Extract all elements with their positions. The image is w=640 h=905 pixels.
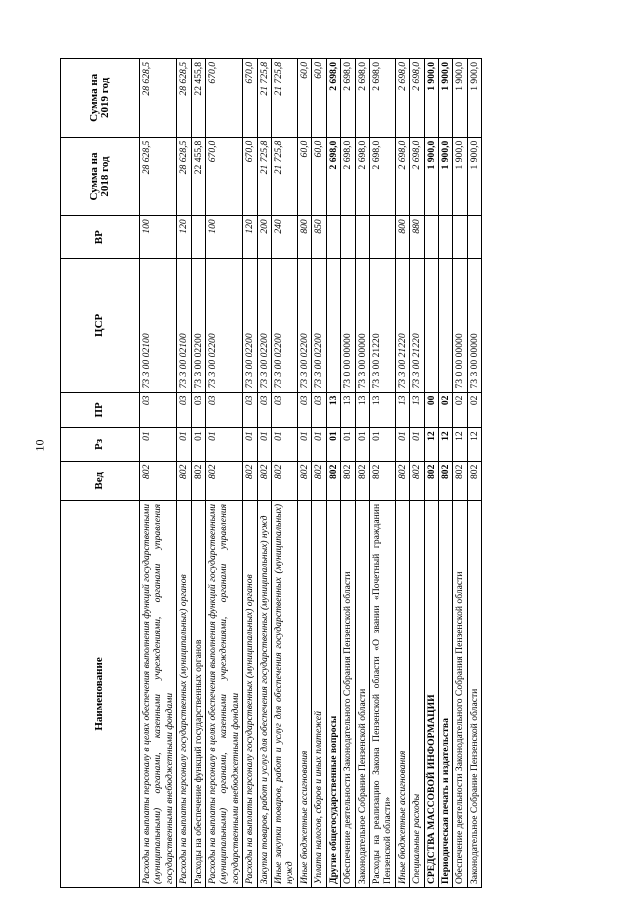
row-sum-2019-cell: 1 900,0 (424, 59, 438, 138)
row-sum-2019-cell: 670,0 (206, 59, 243, 138)
row-sum-2019-cell: 21 725,8 (272, 59, 298, 138)
table-row (424, 59, 438, 888)
row-name-cell: Специальные расходы (410, 500, 424, 887)
table-row (410, 59, 424, 888)
row-rz-cell: 12 (467, 428, 481, 461)
row-pr-cell: 03 (243, 392, 257, 428)
row-csr-cell: 73 3 00 02100 (177, 259, 191, 392)
table-row (467, 59, 481, 888)
row-csr-cell: 73 3 00 02200 (206, 259, 243, 392)
row-vr-cell (467, 216, 481, 259)
row-sum-2019-cell: 60,0 (297, 59, 311, 138)
row-name-cell: Расходы на обеспечение функций государственных органов (191, 500, 205, 887)
row-ved-cell: 802 (312, 461, 326, 500)
table-row (297, 59, 311, 888)
row-pr-cell: 13 (410, 392, 424, 428)
row-csr-cell: 73 3 00 02200 (297, 259, 311, 392)
row-rz-cell: 01 (272, 428, 298, 461)
row-sum-2018-cell: 2 698,0 (410, 137, 424, 216)
row-sum-2019-cell: 1 900,0 (453, 59, 467, 138)
row-vr-cell: 800 (395, 216, 409, 259)
row-name-cell: Расходы на выплаты персоналу в целях обеспечения выполнения функций государственными (муниципальными) органами, казенными учреждениями, органами управления государственными внебюджетными фондами (206, 500, 243, 887)
row-csr-cell: 73 3 00 02200 (191, 259, 205, 392)
row-sum-2019-cell: 2 698,0 (326, 59, 340, 138)
table-row (369, 59, 395, 888)
row-name-cell: Законодательное Собрание Пензенской области (467, 500, 481, 887)
row-sum-2019-cell: 2 698,0 (369, 59, 395, 138)
header-sum-2019: Сумма на 2019 год (61, 59, 140, 138)
row-rz-cell: 01 (257, 428, 271, 461)
table-body (140, 59, 482, 888)
row-sum-2018-cell: 28 628,5 (140, 137, 177, 216)
table-row (355, 59, 369, 888)
row-csr-cell: 73 3 00 02200 (243, 259, 257, 392)
row-pr-cell: 02 (453, 392, 467, 428)
row-name-cell: СРЕДСТВА МАССОВОЙ ИНФОРМАЦИИ (424, 500, 438, 887)
table-header-row (61, 59, 140, 888)
row-vr-cell (453, 216, 467, 259)
row-vr-cell: 240 (272, 216, 298, 259)
row-rz-cell: 01 (355, 428, 369, 461)
row-ved-cell: 802 (341, 461, 355, 500)
row-ved-cell: 802 (424, 461, 438, 500)
row-pr-cell: 02 (467, 392, 481, 428)
row-ved-cell: 802 (369, 461, 395, 500)
row-sum-2019-cell: 28 628,5 (140, 59, 177, 138)
header-pr: ПР (61, 392, 140, 428)
rotated-table-container (60, 58, 600, 888)
table-row (395, 59, 409, 888)
row-sum-2018-cell: 1 900,0 (467, 137, 481, 216)
row-ved-cell: 802 (467, 461, 481, 500)
row-pr-cell: 00 (424, 392, 438, 428)
row-rz-cell: 01 (140, 428, 177, 461)
table-row (312, 59, 326, 888)
table-row (438, 59, 452, 888)
row-rz-cell: 01 (326, 428, 340, 461)
row-rz-cell: 01 (206, 428, 243, 461)
row-pr-cell: 13 (326, 392, 340, 428)
row-sum-2018-cell: 22 455,8 (191, 137, 205, 216)
row-csr-cell: 73 3 00 02200 (272, 259, 298, 392)
row-ved-cell: 802 (191, 461, 205, 500)
row-name-cell: Расходы на выплаты персоналу в целях обеспечения выполнения функций государственными (муниципальными) органами, казенными учреждениями, органами управления государственными внебюджетными фондами (140, 500, 177, 887)
row-vr-cell (424, 216, 438, 259)
row-rz-cell: 01 (410, 428, 424, 461)
page-number: 10 (32, 439, 47, 452)
row-vr-cell: 200 (257, 216, 271, 259)
header-csr: ЦСР (61, 259, 140, 392)
row-sum-2018-cell: 1 900,0 (453, 137, 467, 216)
row-ved-cell: 802 (206, 461, 243, 500)
row-ved-cell: 802 (326, 461, 340, 500)
row-rz-cell: 12 (424, 428, 438, 461)
row-pr-cell: 03 (297, 392, 311, 428)
row-sum-2018-cell: 670,0 (243, 137, 257, 216)
row-sum-2019-cell: 670,0 (243, 59, 257, 138)
row-sum-2018-cell: 2 698,0 (369, 137, 395, 216)
row-pr-cell: 03 (206, 392, 243, 428)
row-ved-cell: 802 (177, 461, 191, 500)
row-name-cell: Иные бюджетные ассигнования (297, 500, 311, 887)
row-pr-cell: 13 (341, 392, 355, 428)
row-sum-2018-cell: 21 725,8 (257, 137, 271, 216)
row-ved-cell: 802 (272, 461, 298, 500)
row-sum-2019-cell: 2 698,0 (341, 59, 355, 138)
row-rz-cell: 12 (438, 428, 452, 461)
row-vr-cell (355, 216, 369, 259)
row-vr-cell (438, 216, 452, 259)
row-sum-2019-cell: 28 628,5 (177, 59, 191, 138)
row-csr-cell (424, 259, 438, 392)
row-sum-2018-cell: 2 698,0 (341, 137, 355, 216)
row-csr-cell: 73 3 00 21220 (369, 259, 395, 392)
row-rz-cell: 01 (341, 428, 355, 461)
row-sum-2019-cell: 60,0 (312, 59, 326, 138)
row-csr-cell: 73 0 00 00000 (453, 259, 467, 392)
row-rz-cell: 01 (312, 428, 326, 461)
table-row (341, 59, 355, 888)
row-sum-2018-cell: 28 628,5 (177, 137, 191, 216)
row-rz-cell: 01 (191, 428, 205, 461)
row-name-cell: Уплата налогов, сборов и иных платежей (312, 500, 326, 887)
table-row (243, 59, 257, 888)
row-pr-cell: 02 (438, 392, 452, 428)
row-ved-cell: 802 (453, 461, 467, 500)
row-vr-cell (326, 216, 340, 259)
row-pr-cell: 03 (177, 392, 191, 428)
row-ved-cell: 802 (140, 461, 177, 500)
row-pr-cell: 03 (257, 392, 271, 428)
row-name-cell: Иные бюджетные ассигнования (395, 500, 409, 887)
table-row (177, 59, 191, 888)
row-pr-cell: 03 (272, 392, 298, 428)
row-sum-2018-cell: 60,0 (297, 137, 311, 216)
header-sum-2018: Сумма на 2018 год (61, 137, 140, 216)
table-row (272, 59, 298, 888)
row-name-cell: Периодическая печать и издательства (438, 500, 452, 887)
row-ved-cell: 802 (395, 461, 409, 500)
row-vr-cell (341, 216, 355, 259)
row-csr-cell: 73 0 00 00000 (341, 259, 355, 392)
row-rz-cell: 01 (395, 428, 409, 461)
table-row (257, 59, 271, 888)
row-csr-cell: 73 3 00 02200 (312, 259, 326, 392)
row-vr-cell: 880 (410, 216, 424, 259)
row-vr-cell: 800 (297, 216, 311, 259)
header-rz: Рз (61, 428, 140, 461)
table-row (206, 59, 243, 888)
row-sum-2019-cell: 1 900,0 (467, 59, 481, 138)
row-pr-cell: 03 (140, 392, 177, 428)
row-name-cell: Законодательное Собрание Пензенской области (355, 500, 369, 887)
row-name-cell: Обеспечение деятельности Законодательного Собрания Пензенской области (341, 500, 355, 887)
row-sum-2019-cell: 22 455,8 (191, 59, 205, 138)
row-pr-cell: 13 (369, 392, 395, 428)
row-pr-cell: 13 (395, 392, 409, 428)
table-row (140, 59, 177, 888)
header-vr: ВР (61, 216, 140, 259)
row-name-cell: Закупка товаров, работ и услуг для обеспечения государственных (муниципальных) нужд (257, 500, 271, 887)
row-rz-cell: 01 (297, 428, 311, 461)
header-ved: Вед (61, 461, 140, 500)
row-sum-2019-cell: 2 698,0 (355, 59, 369, 138)
row-sum-2018-cell: 1 900,0 (438, 137, 452, 216)
row-sum-2018-cell: 2 698,0 (355, 137, 369, 216)
row-vr-cell (369, 216, 395, 259)
table-row (326, 59, 340, 888)
row-sum-2018-cell: 1 900,0 (424, 137, 438, 216)
row-vr-cell (191, 216, 205, 259)
row-sum-2018-cell: 60,0 (312, 137, 326, 216)
row-pr-cell: 03 (191, 392, 205, 428)
row-ved-cell: 802 (410, 461, 424, 500)
row-sum-2019-cell: 2 698,0 (395, 59, 409, 138)
row-ved-cell: 802 (243, 461, 257, 500)
row-csr-cell: 73 3 00 00000 (467, 259, 481, 392)
row-csr-cell: 73 3 00 21220 (410, 259, 424, 392)
row-sum-2018-cell: 2 698,0 (326, 137, 340, 216)
row-name-cell: Иные закупки товаров, работ и услуг для обеспечения государственных (муниципальных) нужд (272, 500, 298, 887)
row-sum-2019-cell: 2 698,0 (410, 59, 424, 138)
budget-table (60, 58, 482, 888)
row-csr-cell: 73 3 00 02100 (140, 259, 177, 392)
row-csr-cell (438, 259, 452, 392)
row-ved-cell: 802 (355, 461, 369, 500)
table-row (453, 59, 467, 888)
row-vr-cell: 850 (312, 216, 326, 259)
row-rz-cell: 12 (453, 428, 467, 461)
row-name-cell: Расходы на выплаты персоналу государственных (муниципальных) органов (177, 500, 191, 887)
row-name-cell: Обеспечение деятельности Законодательного Собрания Пензенской области (453, 500, 467, 887)
row-csr-cell: 73 3 00 21220 (395, 259, 409, 392)
row-pr-cell: 13 (355, 392, 369, 428)
row-csr-cell: 73 3 00 00000 (355, 259, 369, 392)
row-name-cell: Расходы на выплаты персоналу государственных (муниципальных) органов (243, 500, 257, 887)
row-ved-cell: 802 (297, 461, 311, 500)
row-vr-cell: 100 (206, 216, 243, 259)
row-sum-2019-cell: 21 725,8 (257, 59, 271, 138)
header-name: Наименование (61, 500, 140, 887)
row-rz-cell: 01 (369, 428, 395, 461)
row-rz-cell: 01 (243, 428, 257, 461)
row-vr-cell: 120 (243, 216, 257, 259)
table-row (191, 59, 205, 888)
row-vr-cell: 120 (177, 216, 191, 259)
row-vr-cell: 100 (140, 216, 177, 259)
row-sum-2018-cell: 670,0 (206, 137, 243, 216)
row-name-cell: Расходы на реализацию Закона Пензенской области «О звании «Почетный гражданин Пензенской области» (369, 500, 395, 887)
row-ved-cell: 802 (438, 461, 452, 500)
row-sum-2018-cell: 2 698,0 (395, 137, 409, 216)
row-csr-cell (326, 259, 340, 392)
row-sum-2018-cell: 21 725,8 (272, 137, 298, 216)
row-name-cell: Другие общегосударственные вопросы (326, 500, 340, 887)
row-rz-cell: 01 (177, 428, 191, 461)
row-ved-cell: 802 (257, 461, 271, 500)
row-csr-cell: 73 3 00 02200 (257, 259, 271, 392)
row-sum-2019-cell: 1 900,0 (438, 59, 452, 138)
row-pr-cell: 03 (312, 392, 326, 428)
